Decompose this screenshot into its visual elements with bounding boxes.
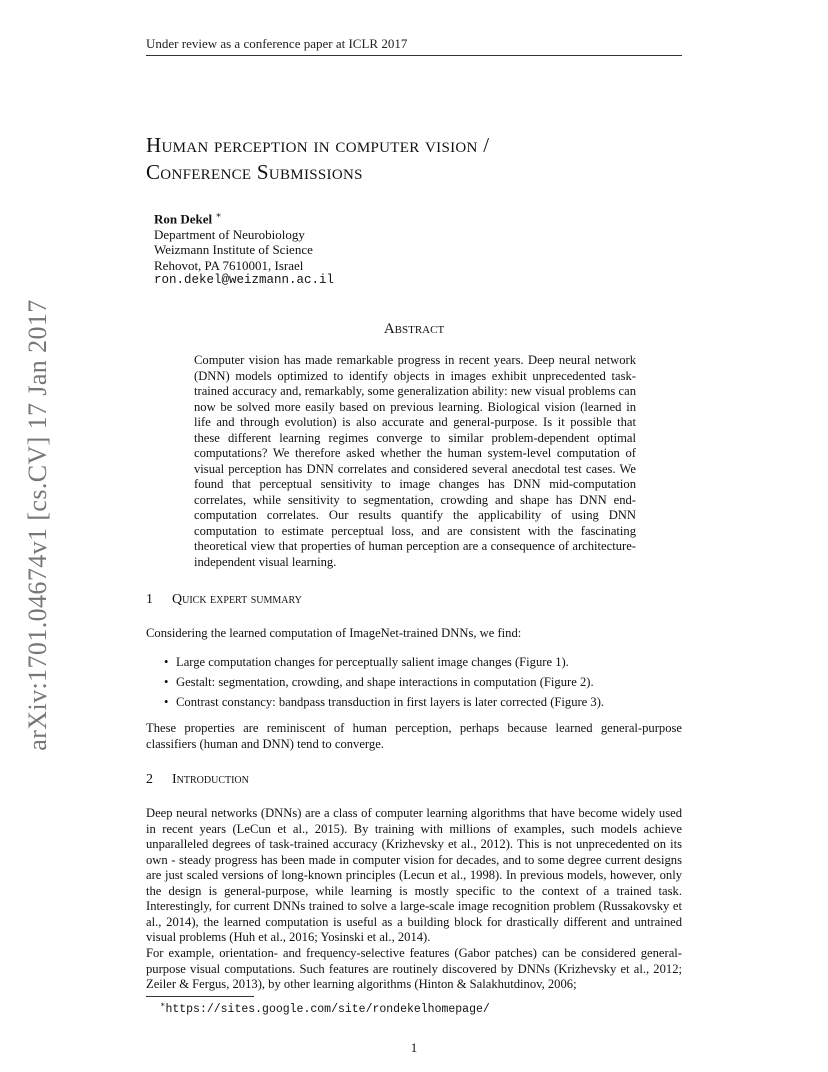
author-footnote-mark: ∗ <box>215 210 222 220</box>
author-email: ron.dekel@weizmann.ac.il <box>154 273 335 288</box>
arxiv-stamp <box>20 290 56 760</box>
paper-title <box>146 132 686 186</box>
author-institute: Weizmann Institute of Science <box>154 242 313 258</box>
page-number: 1 <box>410 1040 418 1055</box>
footnote-mark: ∗ <box>160 1000 166 1009</box>
introduction-paragraph-1: Deep neural networks (DNNs) are a class of computer learning algorithms that have become widely used in recent years (LeCun et al., 2015). By training with millions of examples, such models achieve unparalleled degrees of task-trained accuracy (Krizhevsky et al., 2012). This is not unprecedented on its own - steady progress has been made in computer vision for decades, and to some degree current designs are just scaled versions of long-known principles (Lecun et al., 1998). In previous models, however, only the design is general-purpose, while learning is mostly specific to the context of a trained task. Interestingly, for current DNNs trained to solve a large-scale image recognition problem (Russakovsky et al., 2014), the learned computation is useful as a building block for drastically different and untrained visual problems (Huh et al., 2016; Yosinski et al., 2014). <box>146 806 682 944</box>
author-block <box>154 208 334 289</box>
title-line-1: Human perception in computer vision / <box>146 133 490 157</box>
running-header: Under review as a conference paper at ICLR 2017 <box>146 36 682 56</box>
title-line-2: Conference Submissions <box>146 160 363 184</box>
section-2-title: Introduction <box>172 772 249 787</box>
section-1-title: Quick expert summary <box>172 592 302 607</box>
abstract-heading: Abstract <box>383 321 445 337</box>
abstract-text: Computer vision has made remarkable progress in recent years. Deep neural network (DNN) models optimized to identify objects in images exhibit unprecedented task-trained accuracy and, remarkably, some generalization ability: new visual problems can now be solved more easily based on previous learning. Biological vision (learned in life and through evolution) is also accurate and general-purpose. Is it possible that these different learning regimes converge to similar problem-dependent optimal computations? We therefore asked whether the human system-level computation of visual perception has DNN correlates and considered several anecdotal test cases. We found that perceptual sensitivity to image changes has DNN mid-computation correlates, while sensitivity to segmentation, crowding and shape has DNN end-computation correlates. Our results quantify the applicability of using DNN computation to estimate perceptual loss, and are consistent with the fascinating theoretical view that properties of human perception are a consequence of architecture-independent visual learning. <box>194 353 636 569</box>
author-address: Rehovot, PA 7610001, Israel <box>154 257 304 273</box>
section-1-heading <box>146 592 302 608</box>
introduction-paragraph-2: For example, orientation- and frequency-selective features (Gabor patches) can be considered general-purpose visual computations. Such features are routinely discovered by DNNs (Krizhevsky et al., 2012; Zeiler & Fergus, 2013), by other learning algorithms (Hinton & Salakhutdinov, 2006; <box>146 946 682 991</box>
arxiv-id: arXiv:1701.04674v1 [cs.CV] 17 Jan 2017 <box>23 299 52 751</box>
footnote-url[interactable]: https://sites.google.com/site/rondekelhomepage/ <box>165 1002 490 1016</box>
summary-list <box>164 652 684 712</box>
section-2-number: 2 <box>146 772 153 787</box>
footnote-rule <box>146 996 254 997</box>
section-1-closing: These properties are reminiscent of human perception, perhaps because learned general-purpose classifiers (human and DNN) tend to converge. <box>146 721 682 751</box>
footnote <box>160 1000 490 1016</box>
section-1-number: 1 <box>146 592 153 607</box>
section-2-heading <box>146 772 249 788</box>
list-item: • Gestalt: segmentation, crowding, and shape interactions in computation (Figure 2). <box>164 672 684 692</box>
list-item: • Contrast constancy: bandpass transduction in first layers is later corrected (Figure 3). <box>164 692 684 712</box>
section-1-intro: Considering the learned computation of ImageNet-trained DNNs, we find: <box>146 626 522 640</box>
author-name: Ron Dekel <box>154 211 213 227</box>
list-item: • Large computation changes for perceptually salient image changes (Figure 1). <box>164 652 684 672</box>
author-department: Department of Neurobiology <box>154 226 305 242</box>
